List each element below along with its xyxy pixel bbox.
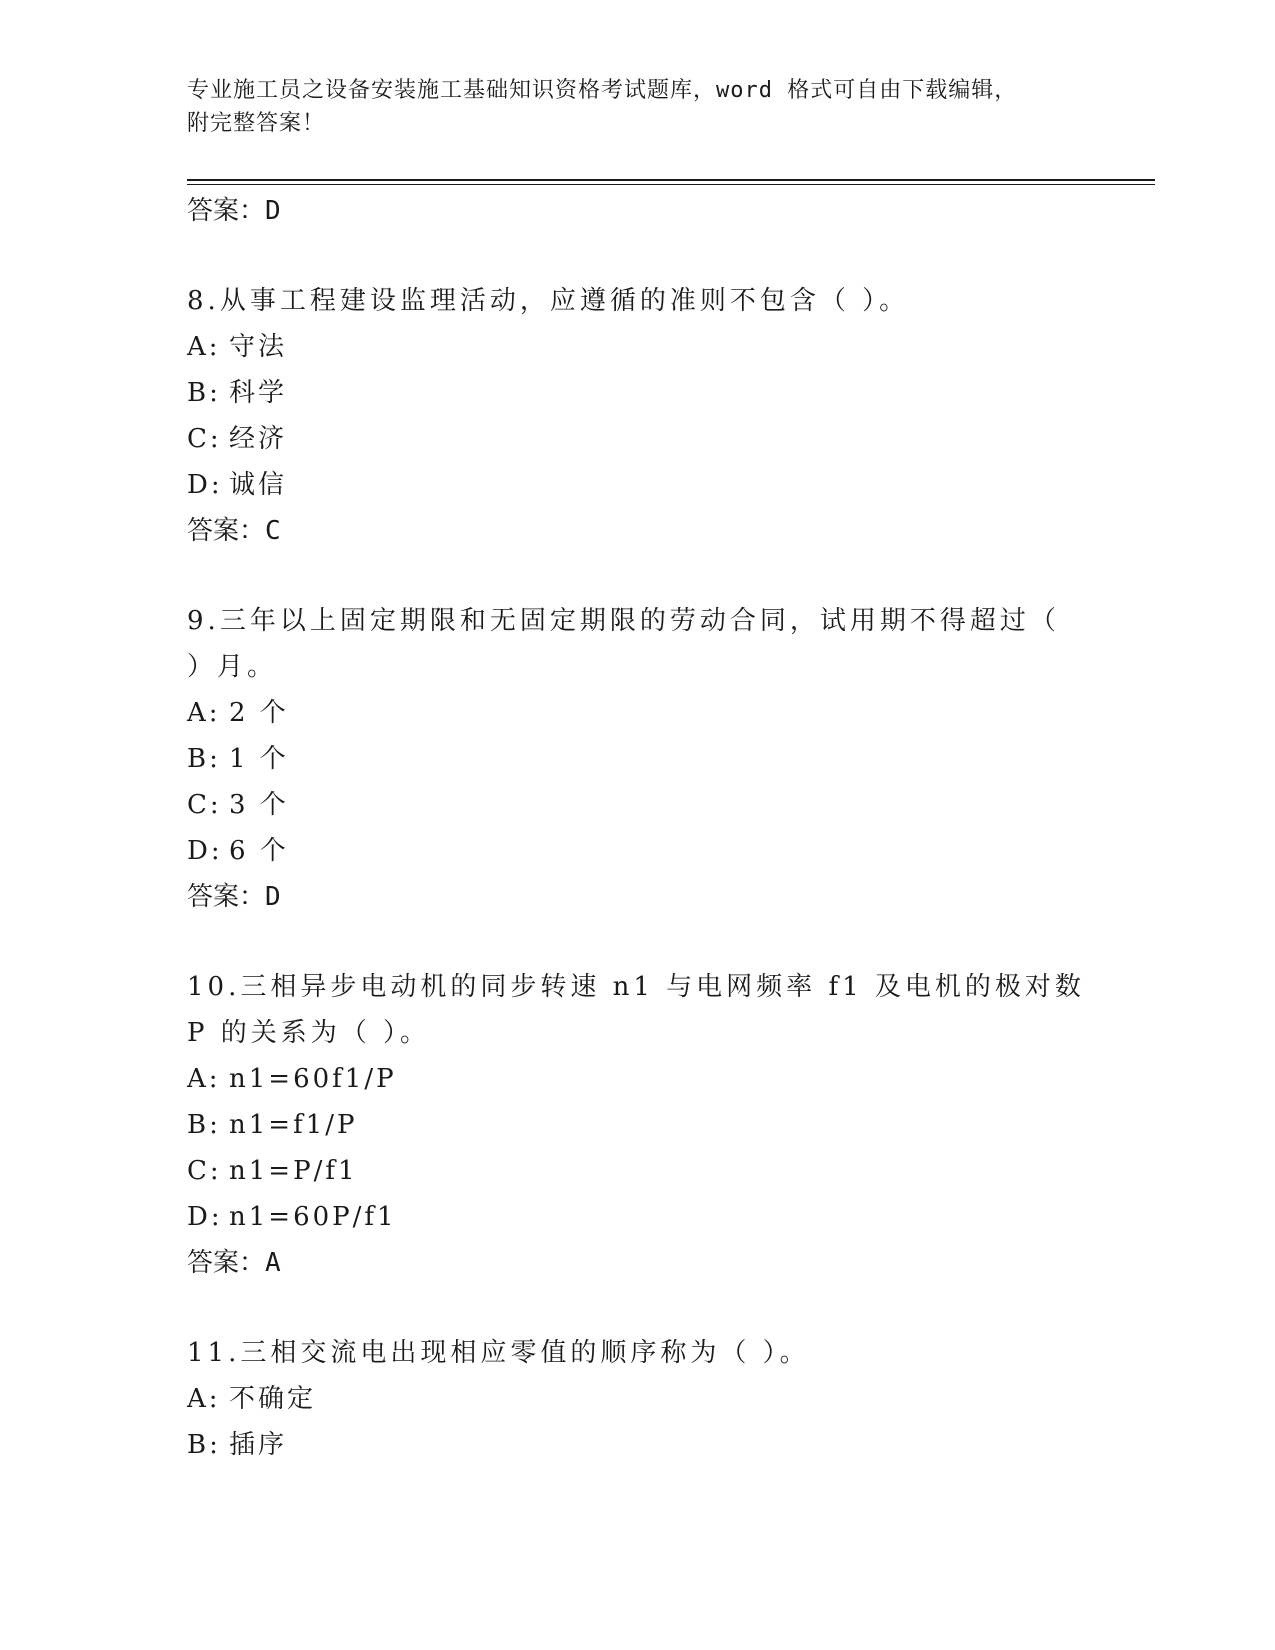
question-list: [187, 188, 1087, 1468]
header-rule-thick: [187, 179, 1155, 181]
answer-value: A: [265, 1248, 281, 1278]
option-c: [187, 416, 1087, 462]
option-text: 6 个: [229, 836, 289, 866]
question-11: [187, 1330, 1087, 1376]
option-text: 科学: [229, 378, 288, 408]
option-a: [187, 1376, 1087, 1422]
question-9: [187, 598, 1087, 690]
option-c: [187, 1148, 1087, 1194]
option-a: [187, 1056, 1087, 1102]
answer-label: 答案：: [187, 516, 266, 546]
answer-value: D: [265, 882, 281, 912]
option-text: 守法: [229, 332, 288, 362]
option-d: [187, 462, 1087, 508]
answer-value: D: [265, 196, 281, 226]
option-b: [187, 370, 1087, 416]
option-key: D:: [187, 470, 223, 500]
option-b: [187, 736, 1087, 782]
option-key: B:: [187, 1430, 221, 1460]
option-a: [187, 324, 1087, 370]
option-key: D:: [187, 1202, 223, 1232]
question-text: 三相异步电动机的同步转速 n1 与电网频率 f1 及电机的极对数 P 的关系为（ ）。: [187, 972, 1085, 1048]
option-key: C:: [187, 424, 222, 454]
option-key: A:: [187, 1064, 221, 1094]
question-text: 三相交流电出现相应零值的顺序称为（ ）。: [240, 1338, 810, 1368]
option-key: C:: [187, 790, 222, 820]
option-key: B:: [187, 378, 221, 408]
option-key: A:: [187, 1384, 221, 1414]
answer-value: C: [265, 516, 281, 546]
answer-line: [187, 1240, 1087, 1286]
option-b: [187, 1422, 1087, 1468]
option-key: C:: [187, 1156, 222, 1186]
option-key: B:: [187, 744, 221, 774]
answer-line: [187, 874, 1087, 920]
answer-label: 答案：: [187, 882, 266, 912]
option-d: [187, 828, 1087, 874]
question-number: 11.: [187, 1338, 241, 1368]
option-text: 诚信: [229, 470, 288, 500]
document-header: [187, 74, 1087, 140]
option-text: 不确定: [229, 1384, 317, 1414]
option-b: [187, 1102, 1087, 1148]
option-text: 经济: [229, 424, 288, 454]
option-text: 1 个: [229, 744, 289, 774]
option-a: [187, 690, 1087, 736]
option-key: B:: [187, 1110, 221, 1140]
question-8: [187, 278, 1087, 324]
question-number: 9.: [187, 606, 220, 636]
option-text: n1=P/f1: [229, 1156, 358, 1186]
question-text: 从事工程建设监理活动，应遵循的准则不包含（ ）。: [219, 286, 910, 316]
question-number: 8.: [187, 286, 220, 316]
question-10: [187, 964, 1087, 1056]
option-key: A:: [187, 698, 221, 728]
header-line-1: 专业施工员之设备安装施工基础知识资格考试题库，word 格式可自由下载编辑，: [187, 78, 1018, 103]
option-text: n1=60P/f1: [229, 1202, 397, 1232]
option-key: D:: [187, 836, 223, 866]
option-text: 3 个: [229, 790, 289, 820]
option-text: n1=60f1/P: [229, 1064, 397, 1094]
answer-label: 答案：: [187, 1248, 266, 1278]
question-number: 10.: [187, 972, 241, 1002]
answer-label: 答案：: [187, 196, 266, 226]
header-line-2: 附完整答案！: [187, 111, 326, 136]
question-text: 三年以上固定期限和无固定期限的劳动合同，试用期不得超过（ ）月。: [187, 606, 1060, 682]
answer-line: [187, 508, 1087, 554]
option-text: n1=f1/P: [229, 1110, 358, 1140]
option-text: 插序: [229, 1430, 288, 1460]
option-d: [187, 1194, 1087, 1240]
option-text: 2 个: [229, 698, 289, 728]
option-c: [187, 782, 1087, 828]
answer-line: [187, 188, 1087, 234]
option-key: A:: [187, 332, 221, 362]
header-rule-thin: [187, 184, 1155, 185]
